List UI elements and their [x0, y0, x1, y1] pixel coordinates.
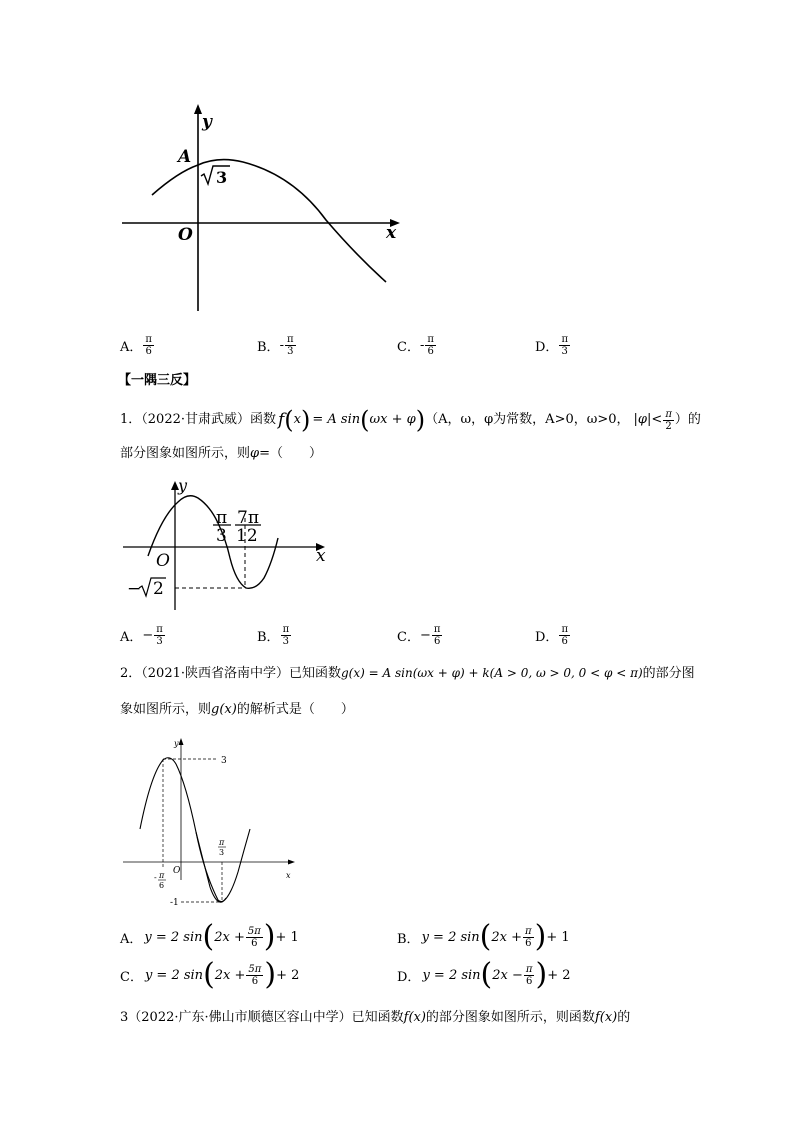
graph-q1-7pi12-label: [235, 508, 261, 546]
graph-q2-y-arrow: [179, 738, 184, 745]
graph-1-y-arrow: [194, 104, 202, 114]
graph-q2-origin: O: [173, 866, 181, 876]
svg-text:12: 12: [236, 526, 258, 546]
svg-text:3: 3: [219, 848, 225, 857]
q2-line-1: 2．（2021·陕西省洛南中学）已知函数g(x) = A sin(ωx + φ) + k(A > 0, ω > 0, 0 < φ < π)的部分图: [120, 666, 695, 681]
graph-q2-curve: [140, 758, 226, 902]
graph-q2-y-label: y: [174, 739, 179, 748]
graph-q1-pi3-label: [213, 508, 231, 546]
option-letter: D．: [535, 340, 559, 355]
graph-q1-x-label: x: [316, 546, 326, 566]
svg-text:π: π: [219, 838, 225, 847]
q0-option-d[interactable]: [535, 334, 571, 357]
graph-q2-minus-one: -1: [170, 898, 179, 908]
q0-option-c[interactable]: [397, 334, 437, 357]
svg-text:π: π: [216, 508, 228, 528]
graph-q2-pi3-label: [218, 838, 226, 857]
q1-option-d[interactable]: D． $\frac{\pi}{6}$: [535, 624, 569, 647]
section-heading: 【一隅三反】: [118, 373, 197, 388]
q0-option-a[interactable]: [120, 334, 155, 357]
option-fraction: $\frac{\pi}{6}$: [145, 334, 152, 357]
option-letter: C．: [397, 340, 420, 355]
q3-line-1: 3（2022·广东·佛山市顺德区容山中学）已知函数f(x)的部分图象如图所示，则函数f(x)的: [120, 1010, 631, 1025]
option-letter: A．: [120, 340, 143, 355]
svg-text:−: −: [127, 579, 142, 599]
svg-text:3: 3: [216, 526, 227, 546]
graph-q2-minus-pi6-label: [154, 871, 166, 890]
q2-option-d[interactable]: D． y = 2 sin ( 2x − $\frac{\pi}{6}$ ) + 2: [397, 957, 571, 992]
graph-1-curve: [152, 160, 386, 282]
graph-q2: [118, 732, 303, 908]
graph-q2-three: 3: [221, 756, 227, 766]
option-fraction: $\frac{\pi}{6}$: [427, 334, 434, 357]
graph-q1-origin: O: [156, 551, 170, 571]
svg-text:6: 6: [159, 881, 165, 890]
q1-line-1: 1．（2022·甘肃武威）函数 f ( x ) = A sin ( ωx + φ ) （A，ω，φ为常数，A>0，ω>0， | φ | < $\frac{\pi}{2}$ ）的: [120, 406, 701, 434]
graph-q1: [118, 478, 333, 613]
q1-option-a[interactable]: A． − $\frac{\pi}{3}$: [120, 624, 163, 647]
svg-text:7π: 7π: [237, 508, 259, 528]
graph-1-x-label: x: [386, 223, 397, 243]
q1-line-2: 部分图象如图所示，则φ=（ ）: [120, 446, 323, 461]
graph-1-y-label: y: [202, 112, 212, 132]
graph-1-a-label: A: [178, 147, 192, 167]
q0-option-b[interactable]: [257, 334, 297, 357]
graph-1-origin: O: [178, 225, 193, 245]
graph-1-sqrt3: [201, 166, 230, 187]
svg-text:2: 2: [153, 579, 164, 599]
option-sign: -: [419, 338, 425, 353]
graph-q1-minus-sqrt2: [127, 578, 166, 599]
svg-text:3: 3: [216, 168, 228, 187]
q2-option-c[interactable]: C． y = 2 sin ( 2x + $\frac{5\pi}{6}$ ) + 2: [120, 957, 300, 992]
graph-q2-curve-tail: [201, 829, 248, 900]
option-fraction: $\frac{\pi}{3}$: [286, 334, 294, 357]
graph-q2-x-arrow: [288, 860, 295, 865]
q2-option-b[interactable]: B． y = 2 sin ( 2x + $\frac{\pi}{6}$ ) + 1: [397, 919, 570, 954]
q2-option-a[interactable]: A． y = 2 sin ( 2x + $\frac{5\pi}{6}$ ) + 1: [120, 919, 299, 954]
q1-option-b[interactable]: B． $\frac{\pi}{3}$: [257, 624, 290, 647]
q1-option-c[interactable]: C． − $\frac{\pi}{6}$: [397, 624, 441, 647]
option-letter: B．: [257, 340, 280, 355]
svg-text:-: -: [154, 873, 157, 882]
graph-q1-y-label: y: [178, 476, 188, 495]
option-fraction: $\frac{\pi}{3}$: [561, 334, 569, 357]
graph-q2-x-label: x: [286, 871, 291, 880]
graph-1: [118, 100, 408, 315]
svg-text:π: π: [159, 871, 165, 880]
q2-line-2: 象如图所示，则g(x)的解析式是（ ）: [120, 702, 354, 717]
option-sign: -: [279, 338, 284, 353]
